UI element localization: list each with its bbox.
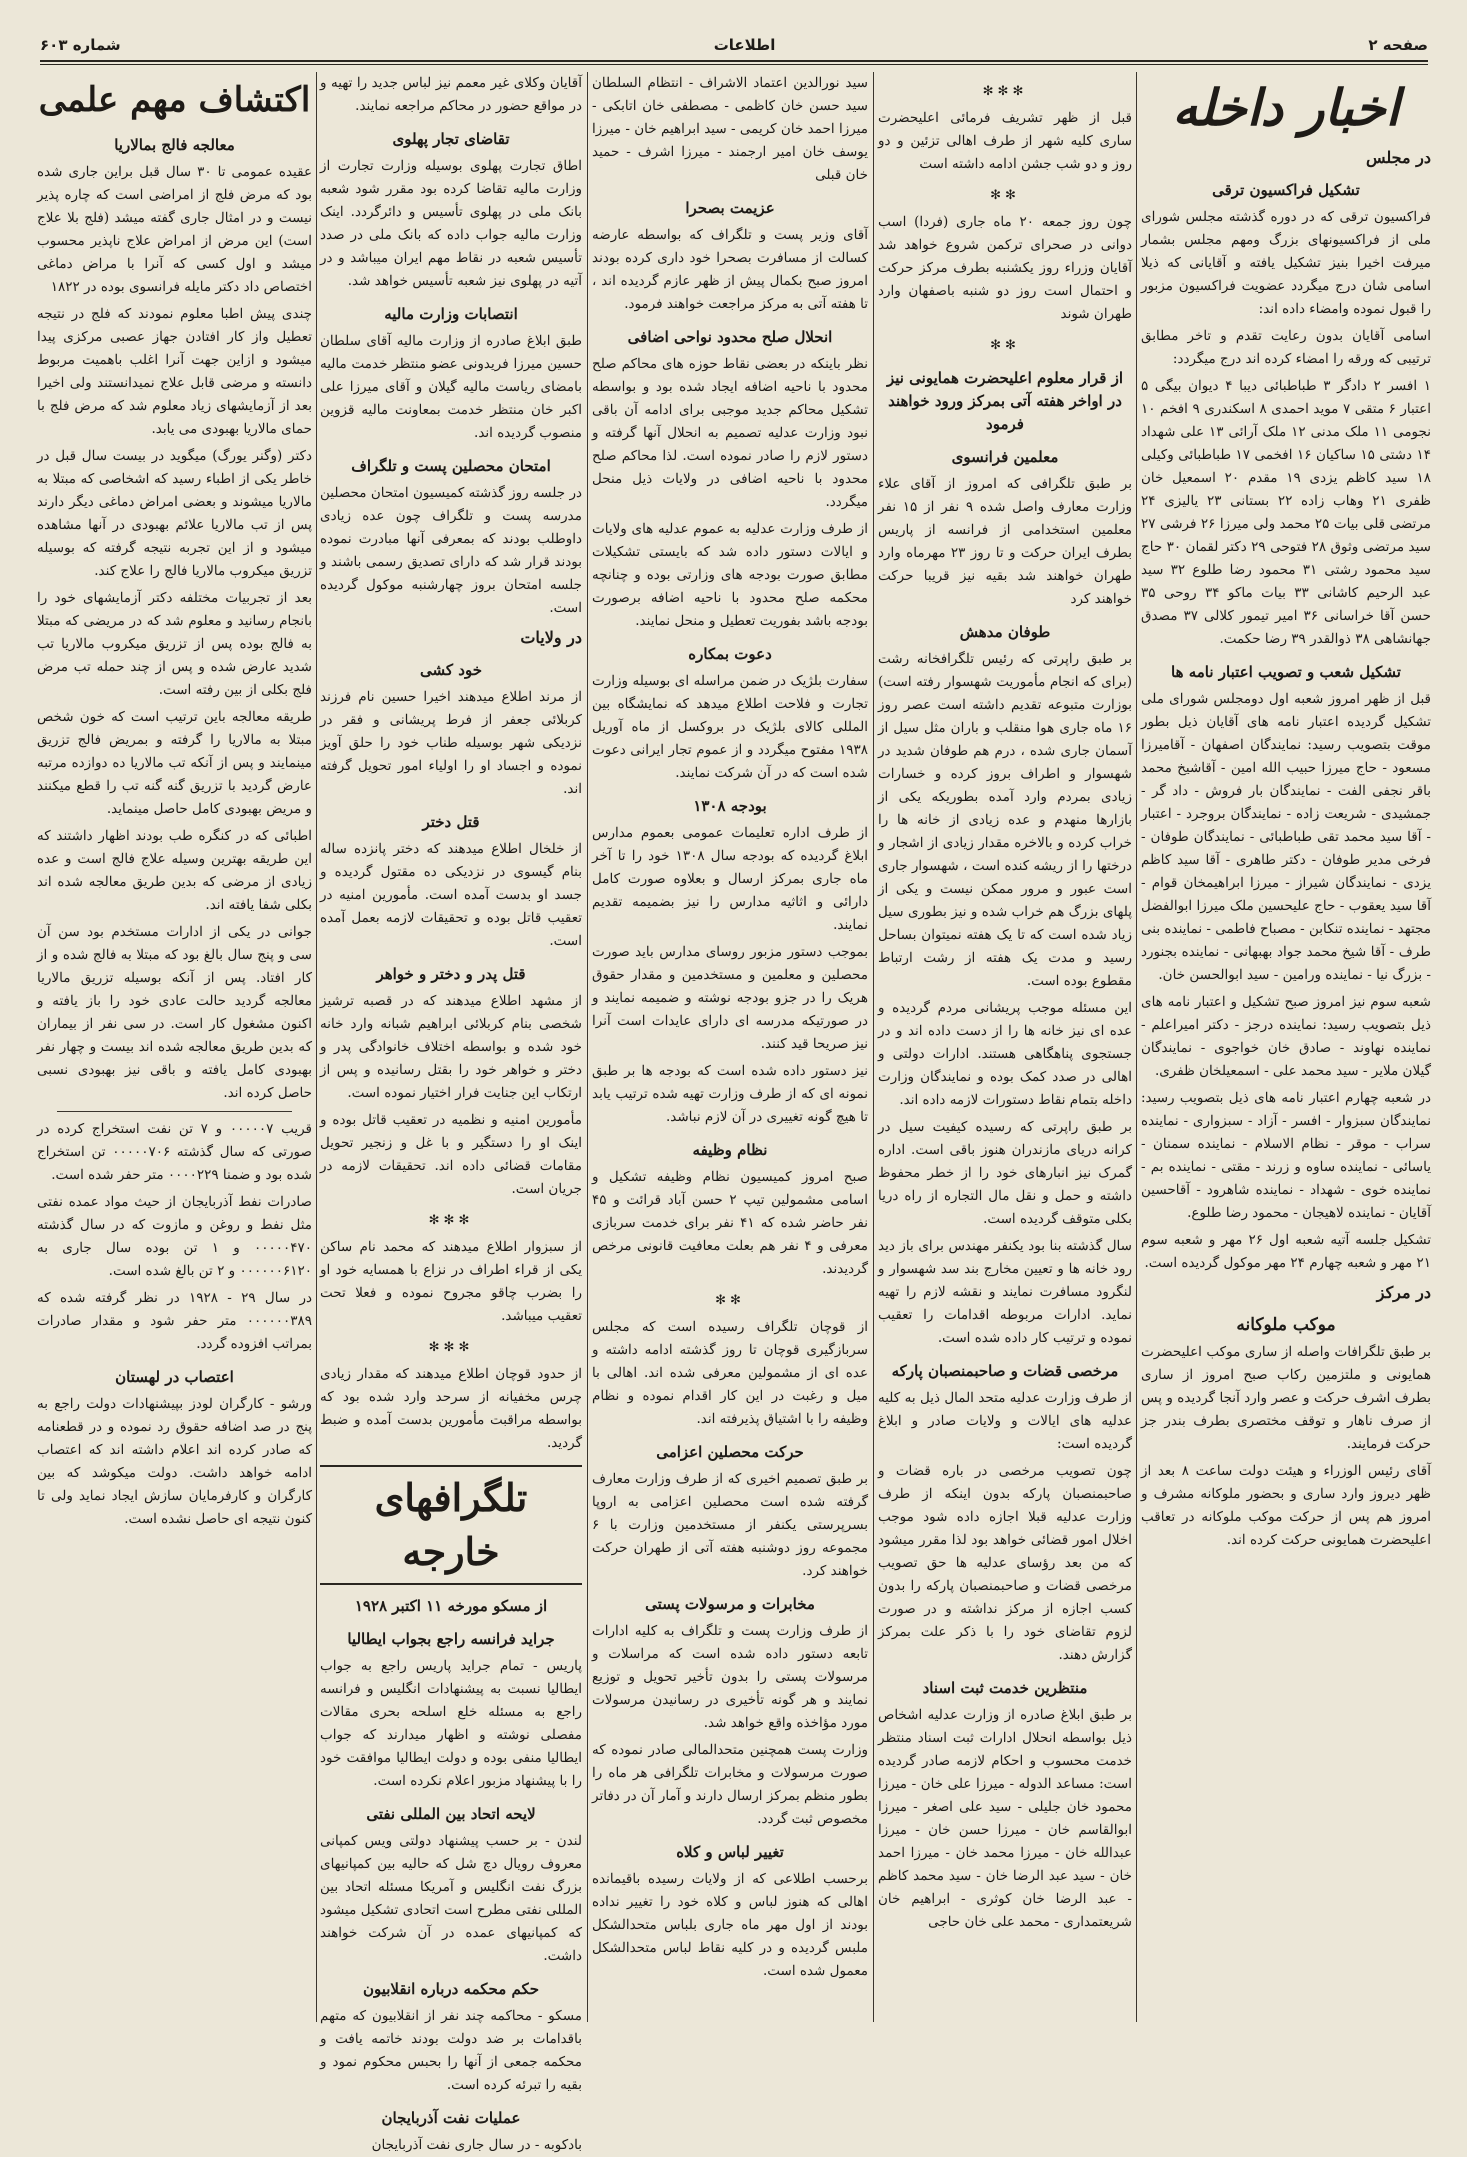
header-rule — [40, 60, 1428, 62]
article-paragraph: از طرف وزارت عدلیه به عموم عدلیه های ولایات و ایالات دستور داده شد که بایستی تشکیلات مطابق صورت بودجه های وزارتی بوده و چنانچه محکمه صلح محدود با ناحیه اضافه برصورت بودجه باشد بفوریت تعطیل و منحل نمایند. — [592, 521, 868, 629]
article-paragraph: وزارت پست همچنین متحدالمالی صادر نموده که صورت مرسولات و مخابرات تلگرافی هر ماه را بطور منظم بمرکز ارسال دارند و آمار آن در دفاتر مخصوص ثبت گردد. — [592, 1742, 868, 1827]
article-paragraph: چون تصویب مرخصی در باره قضات و صاحبمنصبان پارکه بدون اینکه از طرف وزارت عدلیه قبلا اجازه داده شود موجب اخلال امور قضائی خواهد بود لذا مقرر میشود که من بعد رؤسای عدلیه ها حق تصویب مرخصی قضات و صاحبمنصبان پارکه را بدون کسب اجازه از مرکز نداشته و در صورت لزوم تقاضای خود را با ذکر علت بمرکز گزارش دهند. — [878, 1463, 1132, 1663]
article-paragraph: در شعبه چهارم اعتبار نامه های ذیل بتصویب رسید: نمایندگان سبزوار - افسر - آزاد - سبزواری - نماینده سراب - موقر - نظام الاسلام - نماینده سمنان - یاسائی - نماینده ساوه و زرند - مقتی - نماینده بم - نماینده خوی - شهداد - نماینده شاهرود - آقاحسین آقایان - نماینده لاهیجان - محمود رضا طلوع. — [1141, 1090, 1431, 1221]
article-heading: انحلال صلح محدود نواحی اضافی — [627, 328, 833, 346]
article-heading: مخابرات و مرسولات پستی — [645, 1595, 815, 1613]
article-paragraph: طبق ابلاغ صادره از وزارت مالیه آقای سلطان حسین میرزا فریدونی عضو منتظر خدمت مالیه بامضای ریاست مالیه گیلان و آقای میرزا علی اکبر خان منتظر خدمت بمعاونت مالیه قزوین منصوب گردیده اند. — [320, 333, 582, 441]
article-heading: عملیات نفت آذربایجان — [381, 2109, 521, 2127]
article-paragraph: این مسئله موجب پریشانی مردم گردیده و عده ای نیز خانه ها را از دست داده اند و در جستجوی پناهگاهی هستند. ادارات دولتی و اهالی در صدد کمک بوده و نمایندگان وزارت داخله بتمام نقاط دستورات لازمه داده اند. — [878, 1000, 1132, 1108]
article-heading: از مسکو مورخه ۱۱ اکتبر ۱۹۲۸ — [354, 1597, 548, 1615]
article-paragraph: پاریس - تمام جراید پاریس راجع به جواب ایطالیا نسبت به پیشنهادات انگلیس و فرانسه راجع به مسئله خلع اسلحه بحری مقالات مفصلی نوشته و اظهار میدارند که جواب ایطالیا منفی بوده و دولت ایطالیا موافقت خود را با پیشنهاد مزبور اعلام نکرده است. — [320, 1658, 582, 1789]
article-paragraph: از طرف وزارت عدلیه متحد المال ذیل به کلیه عدلیه های ایالات و ولایات صادر و ابلاغ گردیده است: — [878, 1390, 1132, 1452]
article-heading: قتل دختر — [422, 813, 480, 831]
page-number: صفحه ۲ — [1368, 36, 1428, 54]
separator-stars: ✻✻✻ — [428, 1213, 474, 1228]
article-paragraph: از خلخال اطلاع میدهند که دختر پانزده ساله بنام گیسوی در نزدیکی ده مقتول گردیده و جسد او بدست آمده است. مأمورین امنیه در تعقیب قاتل بوده و تحقیقات لازمه بعمل آمده است. — [320, 841, 582, 949]
paper-name: اطلاعات — [713, 36, 776, 54]
article-paragraph: بر طبق تلگرافات واصله از ساری موکب اعلیحضرت همایونی و ملتزمین رکاب صبح امروز از ساری بطرف اشرف حرکت و عصر وارد آنجا گردیده و پس از صرف ناهار و توقف مختصری بطرف بندر جز حرکت فرمایند. — [1141, 1344, 1431, 1452]
separator-stars: ✻✻ — [990, 338, 1020, 353]
article-heading: جراید فرانسه راجع بجواب ایطالیا — [347, 1630, 555, 1648]
article-paragraph: از طرف وزارت پست و تلگراف به کلیه ادارات تابعه دستور داده شده است که مراسلات و مرسولات پستی را بدون تأخیر تحویل و توزیع نمایند و هر گونه تأخیری در رسانیدن مرسولات مورد مؤاخذه واقع خواهد شد. — [592, 1623, 868, 1731]
article-heading: اعتصاب در لهستان — [115, 1368, 234, 1386]
article-heading: منتظرین خدمت ثبت اسناد — [922, 1679, 1088, 1697]
article-heading: انتصابات وزارت مالیه — [384, 305, 518, 323]
column-3 — [592, 72, 868, 2022]
article-paragraph: بر طبق راپرتی که رئیس تلگرافخانه رشت (برای که انجام مأموریت شهسوار رفته است) بوزارت متبوعه تقدیم داشته است عصر روز ۱۶ ماه جاری هوا منقلب و باران مثل سیل از آسمان جاری شده ، درم هم طوفان شدید در شهسوار و اطراف بروز کرده و خسارات زیادی بمردم وارد آمده بطوریکه یکی از بازارها منهدم و عده زیادی از خانه ها را خراب کرده و بالاخره مقدار زیادی از اشجار و درختها را از ریشه کنده است ، شهسوار جاری است عبور و مرور ممکن نیست و یکی از پلهای بزرگ هم خراب شده و نیز بطوری سیل زیاد شده است که تا یک هفته نمیتوان بساحل رسید و مدت یک هفته از رشت ارتباط مقطوع بوده است. — [878, 651, 1132, 989]
article-heading: تشکیل شعب و تصویب اعتبار نامه ها — [1171, 663, 1401, 681]
section-majlis: در مجلس — [1365, 148, 1431, 167]
article-paragraph: بر طبق راپرتی که رسیده کیفیت سیل در کرانه دریای مازندران هنوز باقی است. اداره گمرک نیز انبارهای خود را از خطر محفوظ داشته و حمل و نقل مال التجاره از راه دریا بکلی متوقف گردیده است. — [878, 1119, 1132, 1227]
separator-stars: ✻✻ — [715, 1293, 745, 1308]
article-paragraph: لندن - بر حسب پیشنهاد دولتی ویس کمپانی معروف رویال دچ شل که حالیه بین کمپانیهای بزرگ نفت انگلیس و آمریکا مسئله اتحاد بین المللی نفتی مطرح است اتحادی تشکیل میشود که کمپانیهای عمده در آن شرکت خواهند داشت. — [320, 1833, 582, 1964]
article-heading: دعوت بمکاره — [688, 645, 772, 663]
article-paragraph: مأمورین امنیه و نظمیه در تعقیب قاتل بوده و اینک او را دستگیر و با غل و زنجیر تحویل مقامات قضائی داده اند. تحقیقات لازمه در جریان است. — [320, 1112, 582, 1197]
article-paragraph: از حدود قوچان اطلاع میدهند که مقدار زیادی چرس مخفیانه از سرحد وارد شده بود که بواسطه مراقبت مأمورین بدست آمده و ضبط گردید. — [320, 1366, 582, 1451]
article-paragraph: بر طبق ابلاغ صادره از وزارت عدلیه اشخاص ذیل بواسطه انحلال ادارات ثبت اسناد منتظر خدمت محسوب و احکام لازمه صادر گردیده است: مساعد الدوله - میرزا علی خان - میرزا محمود خان جلیلی - سید علی اصغر - میرزا ابوالقاسم خان - میرزا حسن خان - میرزا عبدالله خان - میرزا محمد خان - میرزا احمد خان - سید عبد الرضا خان - سید محمد کاظم - عبد الرضا خان کوثری - ابراهیم خان شریعتمداری - محمد علی خان حاجی — [878, 1707, 1132, 1930]
article-paragraph: طریقه معالجه باین ترتیب است که خون شخص مبتلا به مالاریا را گرفته و بمریض فالج تزریق مینمایند و پس از آنکه تب مالاریا ده دوازده مرتبه عارض گردید با تزریق گنه گنه تب را قطع میکنند و مریض بهبودی کامل حاصل مینماید. — [37, 709, 312, 817]
article-paragraph: آقای رئیس الوزراء و هیئت دولت ساعت ۸ بعد از ظهر دیروز وارد ساری و بحضور ملوکانه مشرف و امروز هم پس از حرکت موکب ملوکانه در تعاقب اعلیحضرت همایونی حرکت کرده اند. — [1141, 1463, 1432, 1548]
article-paragraph: آقای وزیر پست و تلگراف که بواسطه عارضه کسالت از مسافرت بصحرا خود داری کرده بودند امروز صبح بکمال پیش از ظهر عازم گردیده اند ، تا هفته آتی به مرکز مراجعت خواهند فرمود. — [592, 227, 868, 312]
article-heading: تغییر لباس و کلاه — [676, 1843, 784, 1861]
article-paragraph: در جلسه روز گذشته کمیسیون امتحان محصلین مدرسه پست و تلگراف چون عده زیادی داوطلب بودند که بمعرفی آنها مبادرت نموده بودند قرار شد که دارای تصدیق رسمی باشند و جلسه امتحان بروز چهارشنبه موکول گردیده است. — [320, 485, 582, 616]
column-divider — [1136, 72, 1137, 2022]
separator-stars: ✻✻✻ — [428, 1340, 474, 1355]
article-paragraph: جوانی در یکی از ادارات مستخدم بود سن آن سی و پنج سال بالغ بود که مبتلا به فالج شده و از کار افتاد. پس از آنکه بوسیله تزریق مالاریا معالجه گردید حالت عادی خود را باز یافته و اکنون مشغول کار است. در سی نفر از بیماران که بدین طریق معالجه شده اند بیست و چهار نفر بهبودی کامل یافته و باقی نیز بهبودی نسبی حاصل کرده اند. — [37, 924, 312, 1101]
article-paragraph: اطاق تجارت پهلوی بوسیله وزارت تجارت از وزارت مالیه تقاضا کرده بود مقرر شود شعبه بانک ملی در پهلوی تأسیس و دائرگردد. اینک وزارت مالیه جواب داده که بانک ملی در صدد تأسیس شعبه در نقاط مهم ایران میباشد و در آتیه در پهلوی نیز شعبه تأسیس خواهد شد. — [320, 158, 582, 289]
article-paragraph: سفارت بلژیک در ضمن مراسله ای بوسیله وزارت تجارت و فلاحت اطلاع میدهد که نمایشگاه بین المللی کالای بلژیک در بروکسل از ماه آوریل ۱۹۳۸ مفتوح میگردد و از عموم تجار ایرانی دعوت شده است که در آن شرکت نمایند. — [592, 673, 868, 781]
article-paragraph: سید نورالدین اعتماد الاشراف - انتظام السلطان سید حسن خان کاظمی - مصطفی خان اتابکی - میرزا احمد خان کریمی - سید ابراهیم خان - میرزا یوسف خان امیر ارجمند - میرزا اشرف - حمید خان قبلی — [592, 75, 868, 183]
article-paragraph: از مرند اطلاع میدهند اخیرا حسین نام فرزند کربلائی جعفر از فرط پریشانی و فقر در نزدیکی شهر بوسیله طناب خود را حلق آویز نموده و اجساد او را اولیاء امور تحویل گرفته اند. — [320, 689, 582, 797]
column-5 — [37, 72, 312, 2022]
article-paragraph: از طرف اداره تعلیمات عمومی بعموم مدارس ابلاغ گردیده که بودجه سال ۱۳۰۸ خود را تا آخر ماه جاری بمرکز ارسال و بعلاوه صورت کامل دارائی و اثاثیه مدارس را نیز بضمیمه تقدیم نمایند. — [592, 825, 868, 933]
column-divider — [587, 72, 588, 2022]
article-paragraph: بادکوبه - در سال جاری نفت آذربایجان — [371, 2137, 582, 2153]
article-paragraph: نظر باینکه در بعضی نقاط حوزه های محاکم صلح محدود با ناحیه اضافه ایجاد شده بود و بواسطه تشکیل محاکم جدید موجبی برای ادامه آن باقی نبود وزارت عدلیه تصمیم به انحلال آنها گرفته و دستور لازم را صادر نموده است. لذا محاکم صلح محدود با ناحیه اضافی در ولایات ذیل منحل میگردد. — [592, 356, 868, 510]
section-provinces: در ولایات — [520, 628, 582, 647]
article-paragraph: تشکیل جلسه آتیه شعبه اول ۲۶ مهر و شعبه سوم ۲۱ مهر و شعبه چهارم ۲۴ مهر موکول گردیده است. — [1141, 1232, 1431, 1271]
article-paragraph: در سال ۲۹ - ۱۹۲۸ در نظر گرفته شده که ۰۰۰۰۰۰۳۸۹ متر حفر شود و مقدار صادرات بمراتب افزوده گردد. — [37, 1290, 312, 1352]
article-heading: بودجه ۱۳۰۸ — [693, 797, 767, 815]
article-paragraph: صبح امروز کمیسیون نظام وظیفه تشکیل و اسامی مشمولین تیپ ۲ حسن آباد قرائت و ۴۵ نفر حاضر شده که ۴۱ نفر برای خدمت سربازی معرفی و ۴ نفر هم بعلت معافیت قانونی مرخص گردیدند. — [592, 1169, 868, 1277]
article-heading: تقاضای تجار پهلوی — [392, 130, 510, 148]
article-paragraph: ورشو - کارگران لودز بپیشنهادات دولت راجع به پنج در صد اضافه حقوق رد نموده و در قطعنامه که صادر کرده اند اعلام داشته اند که اعتصاب ادامه خواهد داشت. دولت میکوشد که بین کارگران و کارفرمایان سازش ایجاد نماید ولی تا کنون نتیجه ای حاصل نشده است. — [37, 1396, 312, 1527]
article-paragraph: قبل از ظهر امروز شعبه اول دومجلس شورای ملی تشکیل گردیده اعتبار نامه های آقایان ذیل بطور موقت بتصویب رسید: نمایندگان اصفهان - آقامیرزا مسعود - حاج میرزا حبیب الله امین - آقاشیخ محمد باقر نجفی الفت - نمایندگان بار فروش - داد گر - جمشیدی - شریعت زاده - نمایندگان بروجرد - اعتبار - آقا سید محمد تقی طباطبائی - نمایندگان طوفان - فرخی مدیر طوفان - دکتر طاهری - آقا سید کاظم یزدی - نمایندگان شیراز - میرزا ابراهیمخان قوام - آقا سید یعقوب - حاج علیحسین ملک میرزا ابوالفضل مجتهد - نماینده تنکابن - مصباح فاطمی - نماینده بنی طرف - آقا شیخ محمد جواد بهبهانی - نماینده بجنورد - بزرگ نیا - نماینده ورامین - سید ابوالحسن خان. — [1141, 691, 1431, 983]
article-heading: معلمین فرانسوی — [951, 448, 1059, 466]
article-heading: حکم محکمه درباره انقلابیون — [362, 1980, 540, 1998]
article-paragraph: قریب ۰۰۰۰۰۷ و ۷ تن نفت استخراج کرده در صورتی که سال گذشته ۰۰۰۰۰۷۰۶ تن استخراج شده بود و ضمنا ۰۰۰۰۲۲۹ متر حفر شده است. — [37, 1121, 312, 1183]
article-heading: لایحه اتحاد بین المللی نفتی — [366, 1805, 536, 1823]
article-paragraph: قبل از ظهر تشریف فرمائی اعلیحضرت ساری کلیه شهر از طرف اهالی تزئین و دو روز و دو شب جشن ادامه داشته است — [878, 110, 1132, 172]
article-heading: معالجه فالج بمالاریا — [114, 136, 235, 154]
article-paragraph: عقیده عمومی تا ۳۰ سال قبل براین جاری شده بود که مرض فلج از امراضی است که چاره پذیر نیست و در امثال جاری گفته میشد (فلج بلا علاج است) این مرض از امراض علاج ناپذیر محسوب میشد و اول کسی که آنرا با مراض دماغی اختصاص داد دکتر مایله فرانسوی بوده در ۱۸۲۲ — [37, 164, 312, 295]
separator-stars: ✻✻ — [990, 188, 1020, 203]
article-paragraph: از مشهد اطلاع میدهند که در قصبه ترشیز شخصی بنام کربلائی ابراهیم شبانه وارد خانه خود شده و بواسطه اختلاف خانوادگی پدر و دختر و خواهر خود را بقتل رسانیده و پس از ارتکاب این جنایت فرار اختیار نموده است. — [320, 993, 582, 1101]
article-paragraph: فراکسیون ترقی که در دوره گذشته مجلس شورای ملی از فراکسیونهای بزرگ ومهم مجلس بشمار میرفت اخیرا بنیز تشکیل یافته و آقایانی که ذیلا اسامی شان درج میگردد عضویت فراکسیون مزبور را قبول نموده وامضاء داده اند: — [1141, 209, 1431, 317]
column-divider — [873, 72, 874, 2022]
article-heading: قتل پدر و دختر و خواهر — [376, 965, 526, 983]
article-paragraph: دکتر (وگنر یورگ) میگوید در بیست سال قبل در خاطر یکی از اطباء رسید که اشخاصی که مبتلا به مالاریا میشوند و بعضی امراض دماغی دیگر دارند پس از تب مالاریا علائم بهبودی در آنها مشاهده میشود و از این تجربه نتیجه گرفته که بوسیله تزریق میکروب مالاریا فالج را علاج کند. — [37, 448, 312, 579]
article-paragraph: از سبزوار اطلاع میدهند که محمد نام ساکن یکی از قراء اطراف در نزاع با همسایه خود او را بضرب چاقو مجروح نموده و فعلا تحت تعقیب میباشد. — [320, 1239, 582, 1324]
article-paragraph: ۱ افسر ۲ دادگر ۳ طباطبائی دیبا ۴ دیوان بیگی ۵ اعتبار ۶ متقی ۷ موید احمدی ۸ اسکندری ۹ افخم ۱۰ نجومی ۱۱ ملک مدنی ۱۲ ملک آرائی ۱۳ علی شهداد ۱۴ دشتی ۱۵ ساکیان ۱۶ افخمی ۱۷ طباطبائی وکیلی ۱۸ سید کاظم یزدی ۱۹ مقدم ۲۰ اسمعیل خان ظفری ۲۱ وهاب زاده ۲۲ بستانی ۲۳ یالیزی ۲۴ مرتضی قلی بیات ۲۵ محمد ولی میرزا ۲۶ فرشی ۲۷ سید مرتضی وثوق ۲۸ فتوحی ۲۹ دکتر لقمان ۳۰ حاج سید محمود رشتی ۳۱ محمود رضا طلوع ۳۲ سید عبد الرحیم کاشانی ۳۳ بیات ماکو ۳۴ روحی ۳۵ حسن آقا خراسانی ۳۶ امیر تیمور کلالی ۳۷ مصدق جهانشاهی ۳۸ ذوالقدر ۳۹ رضا حکمت. — [1141, 378, 1432, 647]
article-paragraph: چندی پیش اطبا معلوم نمودند که فلج در نتیجه تعطیل واز کار افتادن جهاز عصبی مرکزی پیدا میشود و ازاین جهت آنرا اغلب باهمیت مربوط دانسته و مرضی قابل علاج نمیدانستند ولی اخیرا بعد از آزمایشهای زیاد معلوم شد که مرض فلج با حمای مالاریا بهبودی می یابد. — [37, 306, 312, 437]
article-heading: عزیمت بصحرا — [685, 199, 775, 217]
article-paragraph: اطبائی که در کنگره طب بودند اظهار داشتند که این طریقه بهترین وسیله علاج فالج است و عده زیادی از مرضی که بدین طریق معالجه شده اند بکلی شفا یافته اند. — [37, 828, 312, 913]
article-heading: خود کشی — [420, 661, 482, 679]
science-masthead: اکتشاف مهم علمی — [38, 80, 311, 120]
article-heading: امتحان محصلین پست و تلگراف — [351, 457, 551, 475]
column-divider — [316, 72, 317, 2022]
article-heading: از قرار معلوم اعلیحضرت همایونی نیز در اواخر هفته آتی بمرکز ورود خواهند فرمود — [886, 369, 1124, 433]
article-paragraph: شعبه سوم نیز امروز صبح تشکیل و اعتبار نامه های ذیل بتصویب رسید: نماینده درجز - دکتر امیراعلم - نماینده نهاوند - صادق خان خواجوی - نمایندگان گیلان ملایر - سید محمد علی - اسمعیلخان ظفری. — [1141, 994, 1431, 1079]
article-paragraph: آقایان وکلای غیر معمم نیز لباس جدید را تهیه و در مواقع حضور در محاکم مراجعه نمایند. — [320, 75, 582, 114]
article-paragraph: صادرات نفط آذربایجان از حیث مواد عمده نفتی مثل نفط و روغن و مازوت که در سال گذشته ۰۰۰۰۰۴۷۰ و ۱ تن بوده سال جاری به ۰۰۰۰۰۰۶۱۲۰ و ۲ تن بالغ شده است. — [37, 1194, 312, 1279]
article-paragraph: برحسب اطلاعی که از ولایات رسیده باقیمانده اهالی که هنوز لباس و کلاه خود را تغییر نداده بودند از اول مهر ماه جاری بلباس متحدالشکل ملبس گردیده و در کلیه نقاط لباس متحدالشکل معمول شده است. — [592, 1871, 868, 1979]
article-paragraph: از قوچان تلگراف رسیده است که مجلس سربازگیری قوچان تا روز گذشته ادامه داشته و عده ای از مشمولین معرفی شده اند. اهالی با میل و رغبت در این کار اقدام نموده و نظام وظیفه را با اشتیاق پذیرفته اند. — [592, 1319, 868, 1427]
article-heading: حرکت محصلین اعزامی — [656, 1443, 804, 1461]
article-paragraph: بموجب دستور مزبور روسای مدارس باید صورت محصلین و معلمین و مستخدمین و مقدار حقوق هریک را در جزو بودجه نوشته و ضمیمه نمایند و در صورتیکه مدرسه ای دارای عایدات است آنرا نیز صریحا قید کنند. — [592, 944, 868, 1052]
article-paragraph: بر طبق تلگرافی که امروز از آقای علاء وزارت معارف واصل شده ۹ نفر از ۱۵ نفر معلمین استخدامی از فرانسه از پاریس بطرف ایران حرکت و تا روز ۲۳ مهرماه وارد طهران خواهند شد بقیه نیز قریبا حرکت خواهند کرد — [878, 476, 1132, 607]
foreign-telegrams-masthead: تلگرافهای خارجه — [320, 1465, 582, 1585]
article-heading: موکب ملوکانه — [1236, 1315, 1336, 1335]
article-paragraph: سال گذشته بنا بود یکنفر مهندس برای باز دید رود خانه ها و تعیین مخارج بند سد شهسوار و لنگرود مسافرت نمایند و نقشه لازم را تهیه نماید. ادارات مربوطه اقدامات را تعقیب نموده و ترتیب کار داده شده است. — [878, 1238, 1132, 1346]
article-paragraph: چون روز جمعه ۲۰ ماه جاری (فردا) اسب دوانی در صحرای ترکمن شروع خواهد شد آقایان وزراء روز یکشنبه بطرف مرکز حرکت و احتمال است روز دو شنبه باصفهان وارد طهران شوند — [878, 214, 1132, 322]
article-heading: تشکیل فراکسیون ترقی — [1212, 181, 1360, 199]
article-paragraph: مسکو - محاکمه چند نفر از انقلابیون که متهم باقدامات بر ضد دولت بودند خاتمه یافت و محکمه جمعی از آنها را بحبس محکوم نمود و بقیه را تبرئه کرده است. — [320, 2008, 582, 2093]
article-paragraph: اسامی آقایان بدون رعایت تقدم و تاخر مطابق ترتیبی که ورقه را امضاء کرده اند درج میگردد: — [1141, 328, 1431, 367]
column-4 — [320, 72, 582, 2153]
article-paragraph: بعد از تجربیات مختلفه دکتر آزمایشهای خود را بانجام رسانید و معلوم شد که در مریضی که مبتلا به فالج بوده پس از تزریق میکروب مالاریا تب شدید عارض شده و پس از چند حمله تب مرض فلج بکلی از بین رفته است. — [37, 590, 312, 698]
article-paragraph: نیز دستور داده شده است که بودجه ها بر طبق نمونه ای که از طرف وزارت تهیه شده ترتیب یابد تا هیچ گونه تغییری در آن لازم نباشد. — [592, 1063, 868, 1125]
issue-number: شماره ۶۰۳ — [40, 36, 121, 54]
column-domestic-news — [1141, 72, 1431, 2022]
article-heading: مرخصی قضات و صاحبمنصبان پارکه — [891, 1362, 1119, 1380]
page-header — [40, 34, 1428, 56]
article-heading: طوفان مدهش — [959, 623, 1051, 641]
domestic-news-masthead: اخبار داخله — [1172, 78, 1400, 137]
section-center: در مرکز — [1376, 1283, 1431, 1302]
divider-line — [57, 1111, 292, 1112]
article-heading: نظام وظیفه — [692, 1141, 768, 1159]
header-rule-thin — [40, 64, 1428, 65]
article-paragraph: بر طبق تصمیم اخیری که از طرف وزارت معارف گرفته شده است محصلین اعزامی به اروپا بسرپرستی یکنفر از مستخدمین وزارت با ۶ مجموعه روز دوشنبه هفته آتی از طهران حرکت خواهند کرد. — [592, 1471, 868, 1579]
column-2 — [878, 72, 1132, 2022]
separator-stars: ✻✻✻ — [982, 84, 1028, 99]
